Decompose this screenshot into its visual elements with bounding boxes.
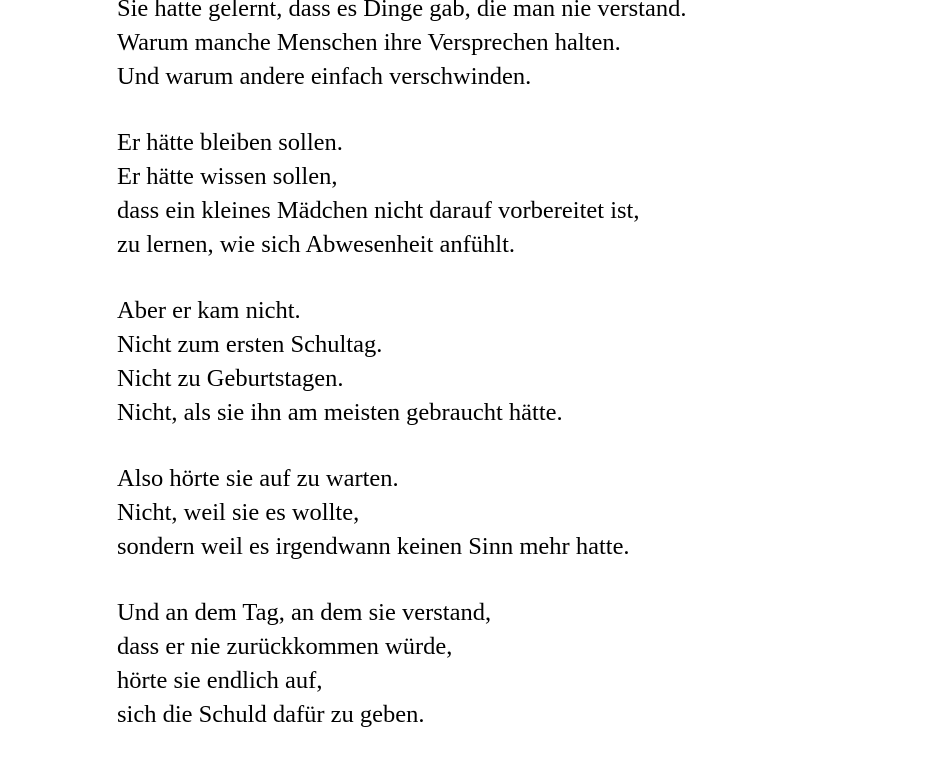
stanza-4 (117, 462, 686, 564)
poem-line: sondern weil es irgendwann keinen Sinn mehr hatte. (117, 533, 630, 560)
poem-line: Er hätte bleiben sollen. (117, 129, 343, 156)
stanza-3 (117, 294, 686, 430)
poem-body (117, 0, 686, 764)
poem-line: Nicht zum ersten Schultag. (117, 331, 383, 358)
poem-line: dass er nie zurückkommen würde, (117, 633, 453, 660)
poem-line: Und an dem Tag, an dem sie verstand, (117, 599, 492, 626)
poem-line: Nicht, weil sie es wollte, (117, 499, 360, 526)
poem-line: Also hörte sie auf zu warten. (117, 465, 399, 492)
poem-line: dass ein kleines Mädchen nicht darauf vorbereitet ist, (117, 197, 640, 224)
poem-line: hörte sie endlich auf, (117, 667, 323, 694)
poem-line: Warum manche Menschen ihre Versprechen halten. (117, 29, 621, 56)
poem-line: sich die Schuld dafür zu geben. (117, 701, 425, 728)
poem-line: Nicht zu Geburtstagen. (117, 365, 344, 392)
stanza-1 (117, 0, 686, 94)
poem-line: Nicht, als sie ihn am meisten gebraucht hätte. (117, 399, 563, 426)
poem-line: Er hätte wissen sollen, (117, 163, 338, 190)
stanza-5 (117, 596, 686, 732)
poem-line: Und warum andere einfach verschwinden. (117, 63, 532, 90)
poem-line: zu lernen, wie sich Abwesenheit anfühlt. (117, 231, 516, 258)
poem-line: Sie hatte gelernt, dass es Dinge gab, die man nie verstand. (117, 0, 687, 22)
stanza-2 (117, 126, 686, 262)
poem-line: Aber er kam nicht. (117, 297, 301, 324)
